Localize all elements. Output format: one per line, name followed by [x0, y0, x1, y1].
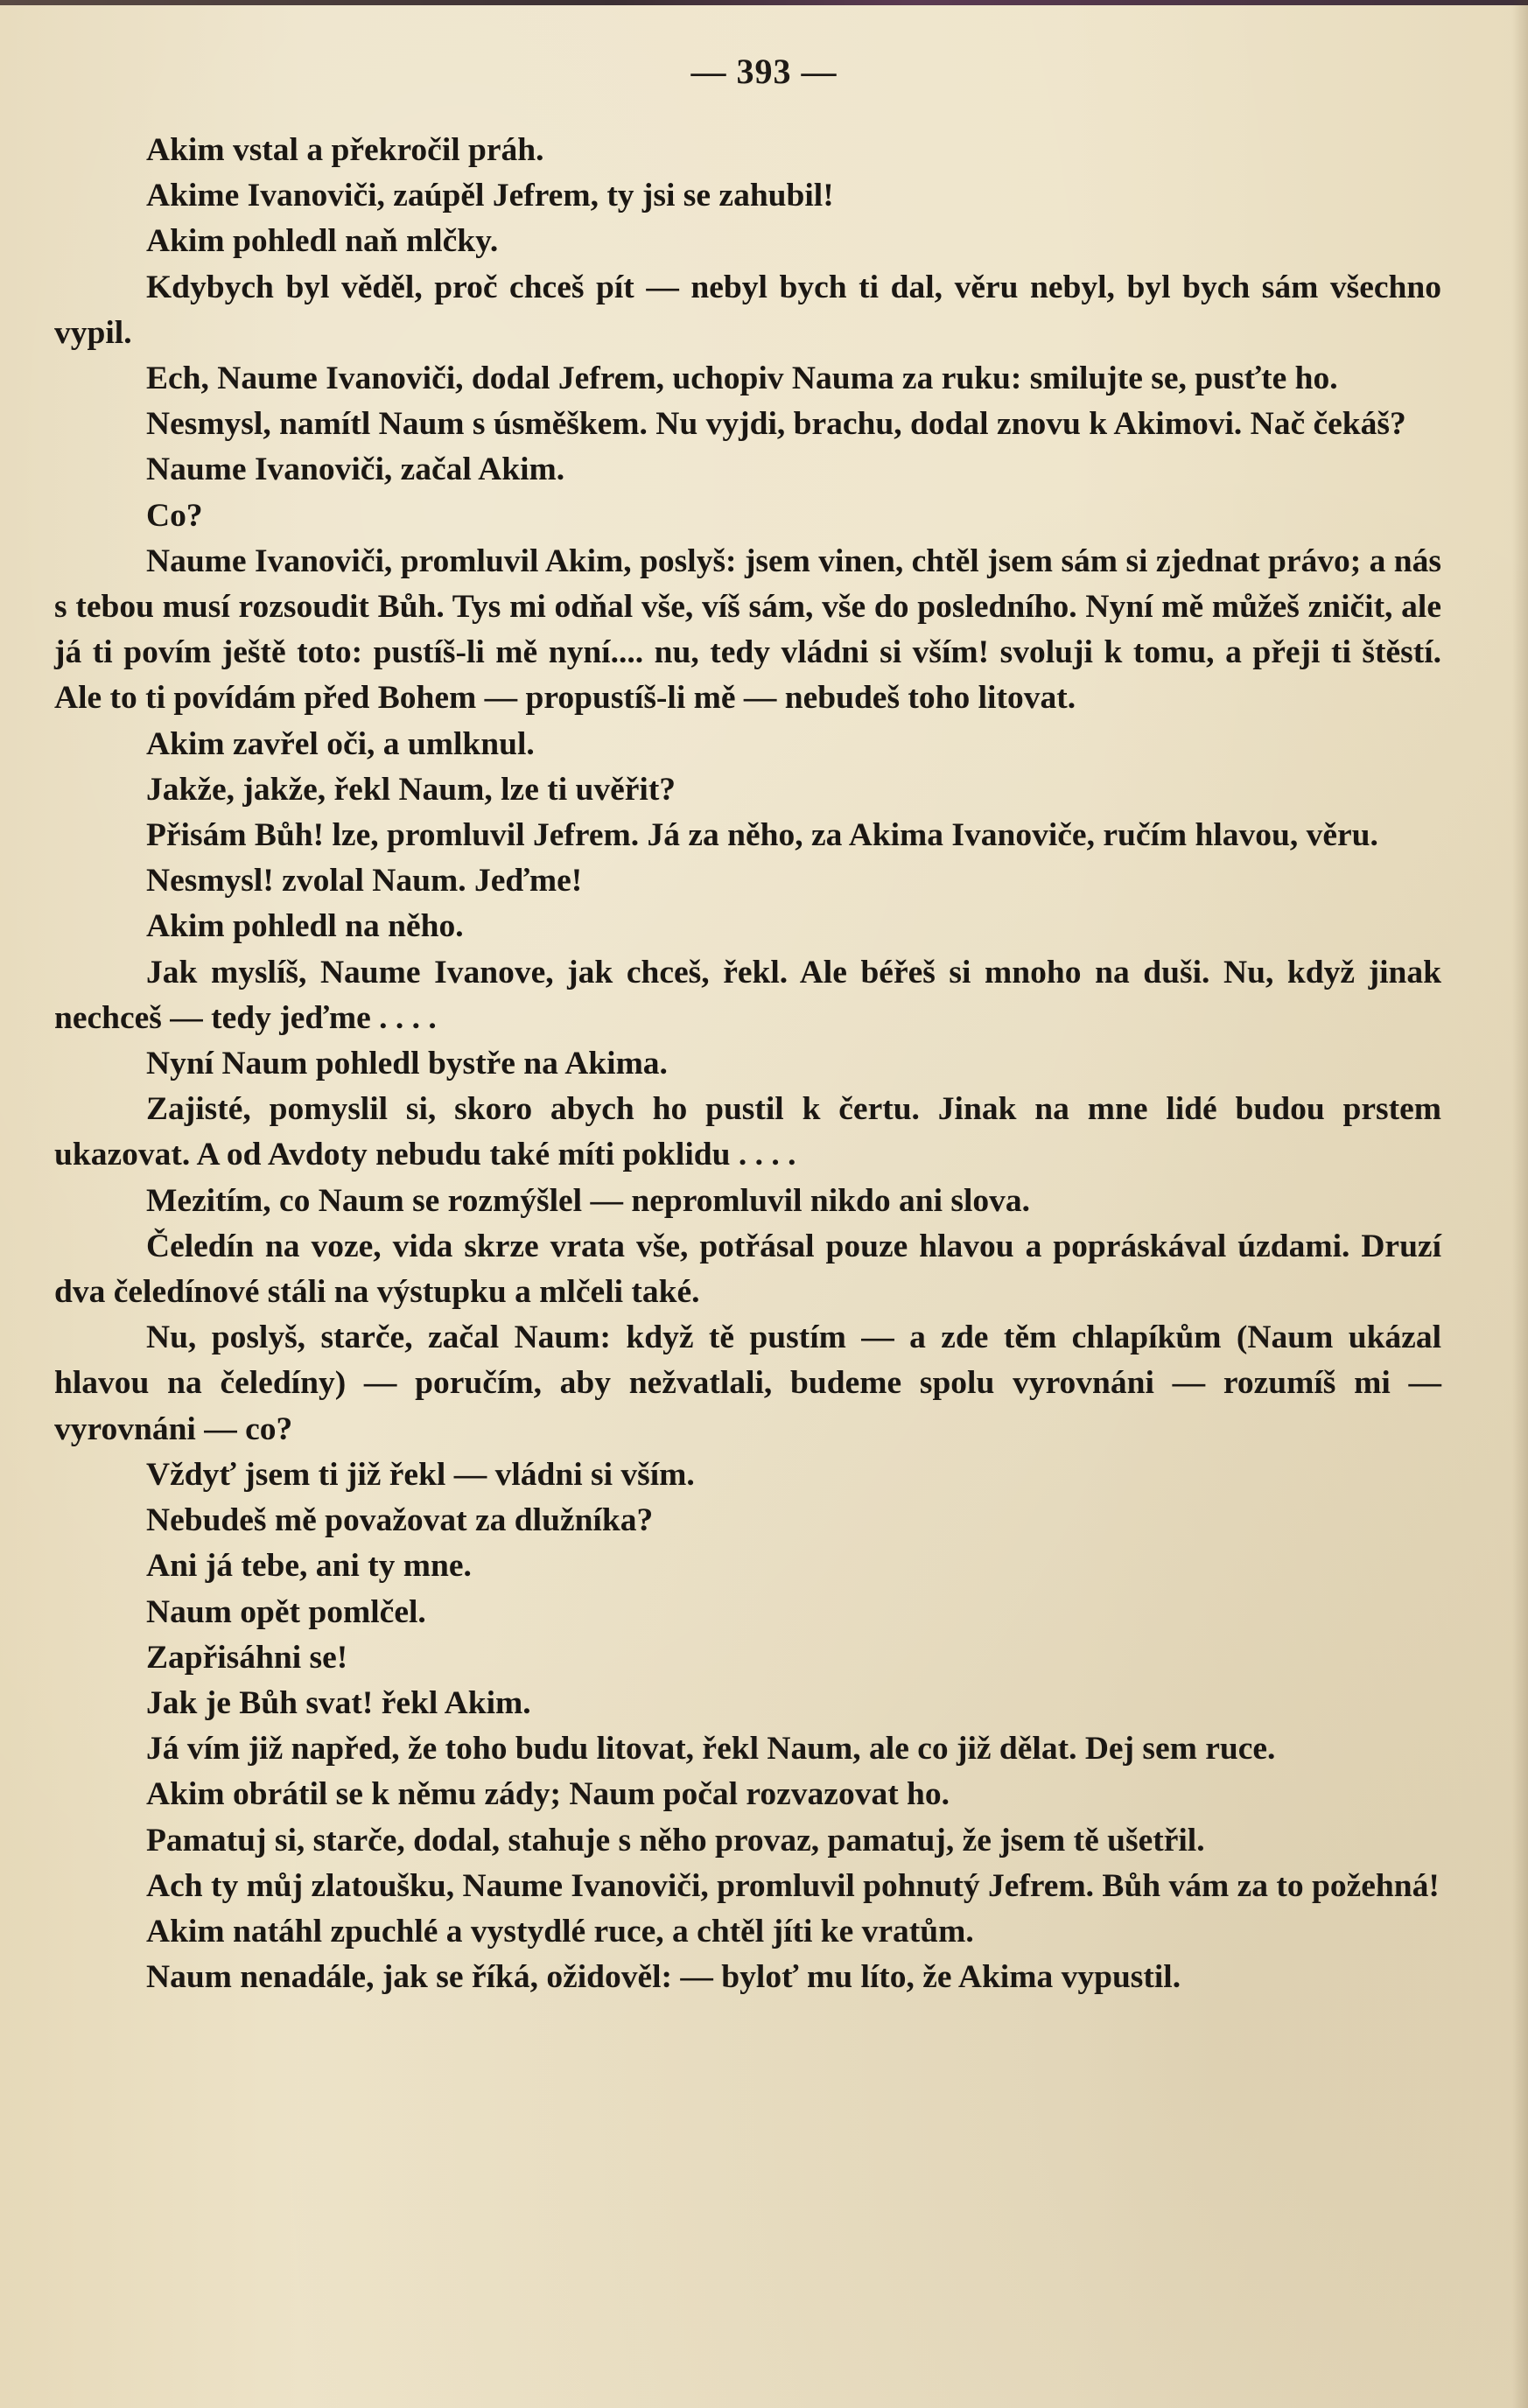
page-number: — 393 — [690, 52, 838, 91]
paragraph: Ani já tebe, ani ty mne. [146, 1548, 472, 1585]
paragraph: Kdybych byl věděl, proč chceš pít — nebyl bych ti dal, věru nebyl, byl bych sám všechno vypil. [54, 269, 1441, 351]
paragraph: Jak je Bůh svat! řekl Akim. [146, 1684, 531, 1721]
page-right-edge-shadow [1512, 0, 1528, 2408]
paragraph: Vždyť jsem ti již řekl — vládni si vším. [146, 1456, 695, 1493]
paragraph: Nebudeš mě považovat za dlužníka? [146, 1502, 654, 1539]
paragraph: Akim vstal a překročil práh. [146, 132, 544, 168]
paragraph: Nesmysl, namítl Naum s úsměškem. Nu vyjdi, brachu, dodal znovu k Akimovi. Nač čekáš? [146, 406, 1406, 443]
paragraph: Já vím již napřed, že toho budu litovat, řekl Naum, ale co již dělat. Dej sem ruce. [146, 1731, 1276, 1768]
paragraph: Co? [146, 497, 203, 534]
paragraph: Pamatuj si, starče, dodal, stahuje s něho provaz, pamatuj, že jsem tě ušetřil. [146, 1822, 1205, 1858]
paragraph: Naum nenadále, jak se říká, ožidověl: — byloť mu líto, že Akima vypustil. [146, 1959, 1181, 1996]
paragraph: Akim obrátil se k němu zády; Naum počal rozvazovat ho. [146, 1776, 950, 1813]
paragraph: Zapřisáhni se! [146, 1639, 348, 1676]
paragraph: Nesmysl! zvolal Naum. Jeďme! [146, 863, 583, 900]
paragraph: Akime Ivanoviči, zaúpěl Jefrem, ty jsi se zahubil! [146, 178, 834, 214]
paragraph: Jakže, jakže, řekl Naum, lze ti uvěřit? [146, 771, 676, 808]
paragraph: Mezitím, co Naum se rozmýšlel — nepromluvil nikdo ani slova. [146, 1182, 1031, 1219]
paragraph: Jak myslíš, Naume Ivanove, jak chceš, řekl. Ale béřeš si mnoho na duši. Nu, když jinak nechceš — tedy jeďme . . . . [54, 954, 1441, 1036]
page-top-edge [0, 0, 1528, 5]
paragraph: Ach ty můj zlatoušku, Naume Ivanoviči, promluvil pohnutý Jefrem. Bůh vám za to požehná! [146, 1867, 1440, 1904]
paragraph: Naume Ivanoviči, začal Akim. [146, 452, 565, 488]
paragraph: Ech, Naume Ivanoviči, dodal Jefrem, uchopiv Nauma za ruku: smilujte se, pusťte ho. [146, 360, 1338, 397]
paragraph: Akim zavřel oči, a umlknul. [146, 725, 535, 762]
paragraph: Akim natáhl zpuchlé a vystydlé ruce, a chtěl jíti ke vratům. [146, 1913, 974, 1950]
paragraph: Čeledín na voze, vida skrze vrata vše, potřásal pouze hlavou a popráskával úzdami. Druzí dva čeledínové stáli na výstupku a mlčeli také. [54, 1228, 1441, 1311]
paragraph: Nu, poslyš, starče, začal Naum: když tě pustím — a zde těm chlapíkům (Naum ukázal hlavou na čeledíny) — poručím, aby nežvatlali, budeme spolu vyrovnáni — rozumíš mi — vyrovnáni — co? [54, 1320, 1441, 1447]
paragraph: Akim pohledl na něho. [146, 908, 464, 945]
paragraph: Naume Ivanoviči, promluvil Akim, poslyš: jsem vinen, chtěl jsem sám si zjednat právo; a nás s tebou musí rozsoudit Bůh. Tys mi odňal vše, víš sám, vše do posledního. Nyní mě můžeš zničit, ale já ti povím ještě toto: pustíš-li mě nyní.... nu, tedy vládni si vším! svoluji k tomu, a přeji ti štěstí. Ale to ti povídám před Bohem — propustíš-li mě — nebudeš toho litovat. [54, 542, 1441, 717]
paragraph: Naum opět pomlčel. [146, 1593, 426, 1630]
paragraph: Přisám Bůh! lze, promluvil Jefrem. Já za něho, za Akima Ivanoviče, ručím hlavou, věru. [146, 817, 1378, 854]
body-text [54, 128, 1441, 2000]
paragraph: Akim pohledl naň mlčky. [146, 223, 499, 260]
paragraph: Nyní Naum pohledl bystře na Akima. [146, 1046, 668, 1082]
paragraph: Zajisté, pomyslil si, skoro abych ho pustil k čertu. Jinak na mne lidé budou prstem ukazovat. A od Avdoty nebudu také míti poklidu . . . . [54, 1091, 1441, 1173]
